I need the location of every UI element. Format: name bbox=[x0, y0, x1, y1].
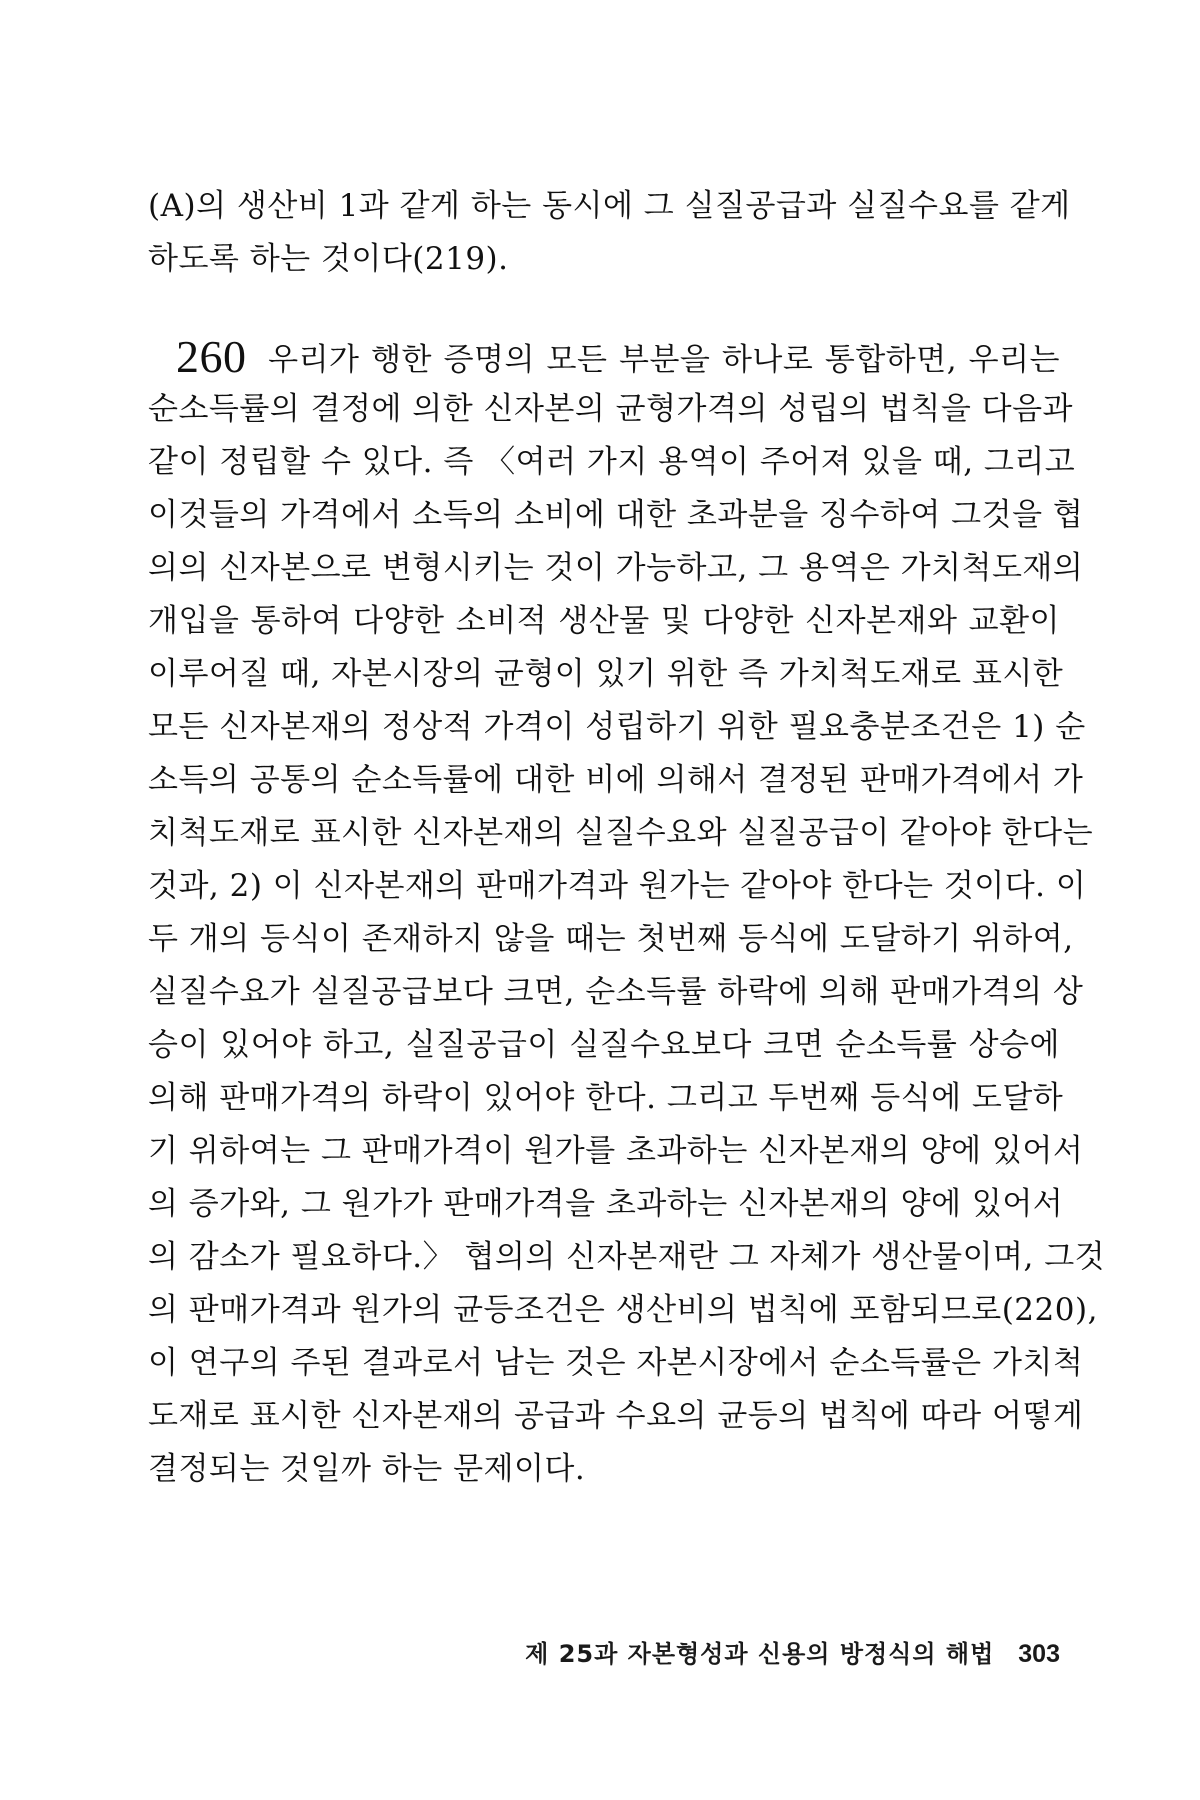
section-number: 260 bbox=[176, 331, 247, 382]
text-line: (A)의 생산비 1과 같게 하는 동시에 그 실질공급과 실질수요를 같게 bbox=[148, 188, 1071, 224]
text-line: 의 판매가격과 원가의 균등조건은 생산비의 법칙에 포함되므로(220), bbox=[148, 1292, 1098, 1328]
text-line: 의해 판매가격의 하락이 있어야 한다. 그리고 두번째 등식에 도달하 bbox=[148, 1080, 1064, 1116]
text-line: 승이 있어야 하고, 실질공급이 실질수요보다 크면 순소득률 상승에 bbox=[148, 1027, 1060, 1063]
first-line-text: 우리가 행한 증명의 모든 부분을 하나로 통합하면, 우리는 bbox=[268, 342, 1061, 378]
text-line: 이루어질 때, 자본시장의 균형이 있기 위한 즉 가치척도재로 표시한 bbox=[148, 656, 1064, 692]
text-line: 순소득률의 결정에 의한 신자본의 균형가격의 성립의 법칙을 다음과 bbox=[148, 391, 1073, 427]
text-line: 하도록 하는 것이다(219). bbox=[148, 241, 509, 277]
text-line bbox=[148, 330, 1060, 383]
text-line: 의 감소가 필요하다.〉 협의의 신자본재란 그 자체가 생산물이며, 그것 bbox=[148, 1239, 1106, 1275]
text-line: 이 연구의 주된 결과로서 남는 것은 자본시장에서 순소득률은 가치척 bbox=[148, 1345, 1084, 1381]
text-line: 같이 정립할 수 있다. 즉 〈여러 가지 용역이 주어져 있을 때, 그리고 bbox=[148, 444, 1076, 480]
text-line: 기 위하여는 그 판매가격이 원가를 초과하는 신자본재의 양에 있어서 bbox=[148, 1133, 1084, 1169]
paragraph-continuation bbox=[148, 180, 1071, 286]
text-line: 의의 신자본으로 변형시키는 것이 가능하고, 그 용역은 가치척도재의 bbox=[148, 550, 1084, 586]
text-line: 결정되는 것일까 하는 문제이다. bbox=[148, 1451, 586, 1487]
text-line: 실질수요가 실질공급보다 크면, 순소득률 하락에 의해 판매가격의 상 bbox=[148, 974, 1084, 1010]
page-number: 303 bbox=[1018, 1640, 1060, 1668]
text-line: 이것들의 가격에서 소득의 소비에 대한 초과분을 징수하여 그것을 협 bbox=[148, 497, 1084, 533]
text-line: 치척도재로 표시한 신자본재의 실질수요와 실질공급이 같아야 한다는 bbox=[148, 815, 1094, 851]
paragraph-section-260 bbox=[148, 330, 1106, 1496]
text-line: 개입을 통하여 다양한 소비적 생산물 및 다양한 신자본재와 교환이 bbox=[148, 603, 1060, 639]
text-line: 두 개의 등식이 존재하지 않을 때는 첫번째 등식에 도달하기 위하여, bbox=[148, 921, 1074, 957]
running-head: 제 25과 자본형성과 신용의 방정식의 해법 bbox=[525, 1640, 995, 1668]
text-line: 소득의 공통의 순소득률에 대한 비에 의해서 결정된 판매가격에서 가 bbox=[148, 762, 1084, 798]
text-line: 의 증가와, 그 원가가 판매가격을 초과하는 신자본재의 양에 있어서 bbox=[148, 1186, 1064, 1222]
text-line: 도재로 표시한 신자본재의 공급과 수요의 균등의 법칙에 따라 어떻게 bbox=[148, 1398, 1084, 1434]
text-line: 모든 신자본재의 정상적 가격이 성립하기 위한 필요충분조건은 1) 순 bbox=[148, 709, 1086, 745]
page-footer bbox=[480, 1634, 1060, 1674]
text-line: 것과, 2) 이 신자본재의 판매가격과 원가는 같아야 한다는 것이다. 이 bbox=[148, 868, 1087, 904]
